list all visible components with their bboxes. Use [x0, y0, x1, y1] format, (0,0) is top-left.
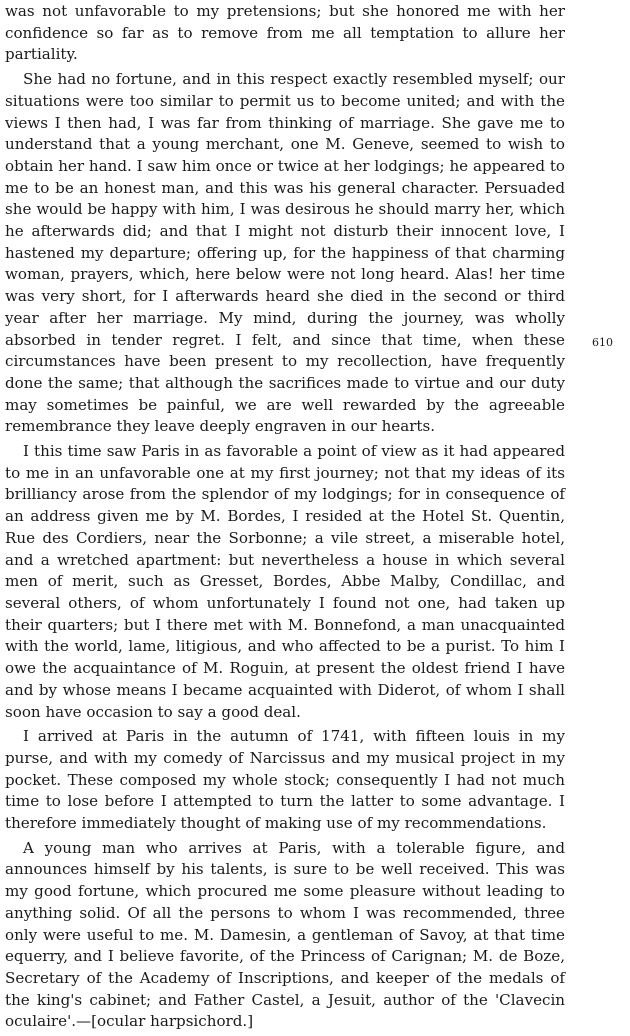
paragraph-arrival: I arrived at Paris in the autumn of 1741, with fifteen louis in my purse, and with my comedy of Narcissus and my musical project in my pocket. These composed my whole stock; consequently I had not much time to lose before I attempted to turn the latter to some advantage. I therefore immediately thought of making use of my recommendations.	[5, 727, 565, 833]
paragraph-young-man: A young man who arrives at Paris, with a tolerable figure, and announces himself by his talents, is sure to be well received. This was my good fortune, which procured me some pleasure without leading to anything solid. Of all the persons to whom I was recommended, three only were useful to me. M. Damesin, a gentleman of Savoy, at that time equerry, and I believe favorite, of the Princess of Carignan; M. de Boze, Secretary of the Academy of Inscriptions, and keeper of the medals of the king's cabinet; and Father Castel, a Jesuit, author of the 'Clavecin oculaire'.—[ocular harpsichord.]	[5, 838, 565, 1031]
paragraph-fortune: She had no fortune, and in this respect exactly resembled myself; our situations were too similar to permit us to become united; and with the views I then had, I was far from thinking of marriage. She gave me to understand that a young merchant, one M. Geneve, seemed to wish to obtain her hand. I saw him once or twice at her lodgings; he appeared to me to be an honest man, and this was his general character. Persuaded she would be happy with him, I was desirous he should marry her, which he afterwards did; and that I might not disturb their innocent love, I hastened my departure; offering up, for the happiness of that charming woman, prayers, which, here below were not long heard. Alas! her time was very short, for I afterwards heard she died in the second or third year after her marriage. My mind, during the journey, was wholly absorbed in tender regret. I felt, and since that time, when these circumstances have been present to my recollection, have frequently done the same; that although the sacrifices made to virtue and our duty may sometimes be painful, we are well rewarded by the agreeable remembrance they leave deeply engraven in our hearts.	[5, 70, 565, 436]
page-number: 610	[592, 336, 613, 349]
paragraph-continuation: was not unfavorable to my pretensions; but she honored me with her confidence so far as to remove from me all temptation to allure her partiality.	[5, 2, 565, 64]
body-text	[5, 1, 565, 1036]
paragraph-paris-view: I this time saw Paris in as favorable a point of view as it had appeared to me in an unfavorable one at my first journey; not that my ideas of its brilliancy arose from the splendor of my lodgings; for in consequence of an address given me by M. Bordes, I resided at the Hotel St. Quentin, Rue des Cordiers, near the Sorbonne; a vile street, a miserable hotel, and a wretched apartment: but nevertheless a house in which several men of merit, such as Gresset, Bordes, Abbe Malby, Condillac, and several others, of whom unfortunately I found not one, had taken up their quarters; but I there met with M. Bonnefond, a man unacquainted with the world, lame, litigious, and who affected to be a purist. To him I owe the acquaintance of M. Roguin, at present the oldest friend I have and by whose means I became acquainted with Diderot, of whom I shall soon have occasion to say a good deal.	[5, 442, 565, 721]
